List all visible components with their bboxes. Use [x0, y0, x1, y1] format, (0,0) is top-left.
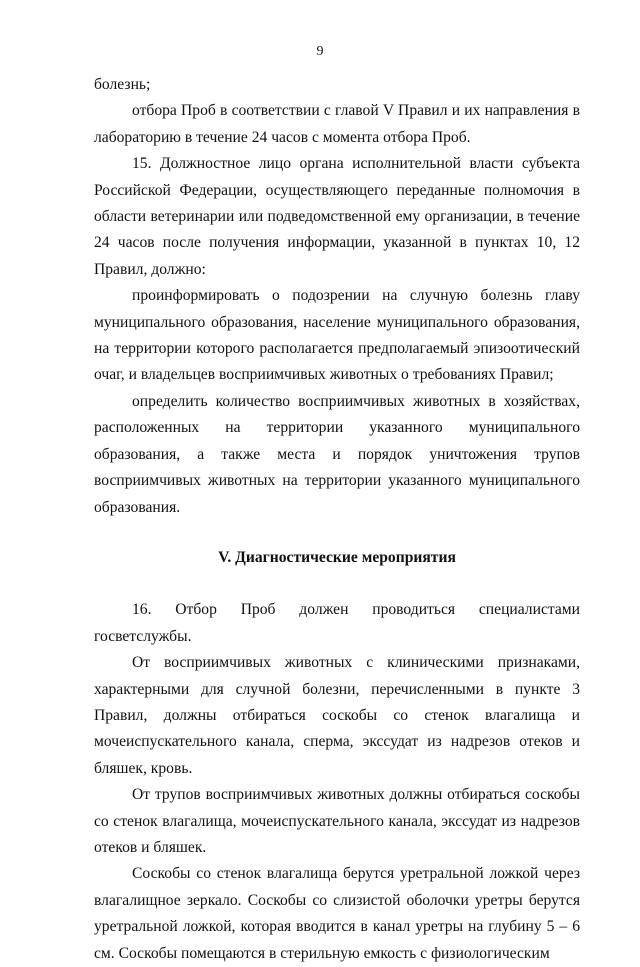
- paragraph-determine: определить количество восприимчивых животных в хозяйствах, расположенных на территории указанного муниципального образования, а также места и порядок уничтожения трупов восприимчивых животных на территории указанного муниципального образования.: [94, 392, 580, 516]
- paragraph-scraping-method: Соскобы со стенок влагалища берутся уретральной ложкой через влагалищное зеркало. Соскобы со слизистой оболочки уретры берутся уретральной ложкой, которая вводится в канал уретры на глубину 5 – 6 см. Соскобы помещаются в стерильную емкость с физиологическим: [94, 865, 580, 962]
- section-heading: V. Диагностические мероприятия: [218, 548, 456, 566]
- page-number: 9: [316, 44, 324, 59]
- document-body: [94, 72, 580, 967]
- paragraph-continuation: болезнь;: [94, 76, 151, 93]
- paragraph-item-15: 15. Должностное лицо органа исполнительной власти субъекта Российской Федерации, осуществляющего переданные полномочия в области ветеринарии или подведомственной ему организации, в течение 24 часов после получения информации, указанной в пунктах 10, 12 Правил, должно:: [94, 155, 580, 278]
- paragraph-item-16: 16. Отбор Проб должен проводиться специалистами госветслужбы.: [94, 601, 580, 645]
- paragraph-live-animals: От восприимчивых животных с клиническими признаками, характерными для случной болезни, перечисленными в пункте 3 Правил, должны отбираться соскобы со стенок влагалища и мочеиспускательного канала, сперма, экссудат из надрезов отеков и бляшек, кровь.: [94, 654, 580, 777]
- paragraph-inform: проинформировать о подозрении на случную болезнь главу муниципального образования, население муниципального образования, на территории которого располагается предполагаемый эпизоотический очаг, и владельцев восприимчивых животных о требованиях Правил;: [94, 287, 580, 384]
- paragraph-sample-dispatch: отбора Проб в соответствии с главой V Правил и их направления в лабораторию в течение 24 часов с момента отбора Проб.: [94, 102, 580, 146]
- paragraph-carcasses: От трупов восприимчивых животных должны отбираться соскобы со стенок влагалища, мочеиспускательного канала, экссудат из надрезов отеков и бляшек.: [94, 786, 580, 856]
